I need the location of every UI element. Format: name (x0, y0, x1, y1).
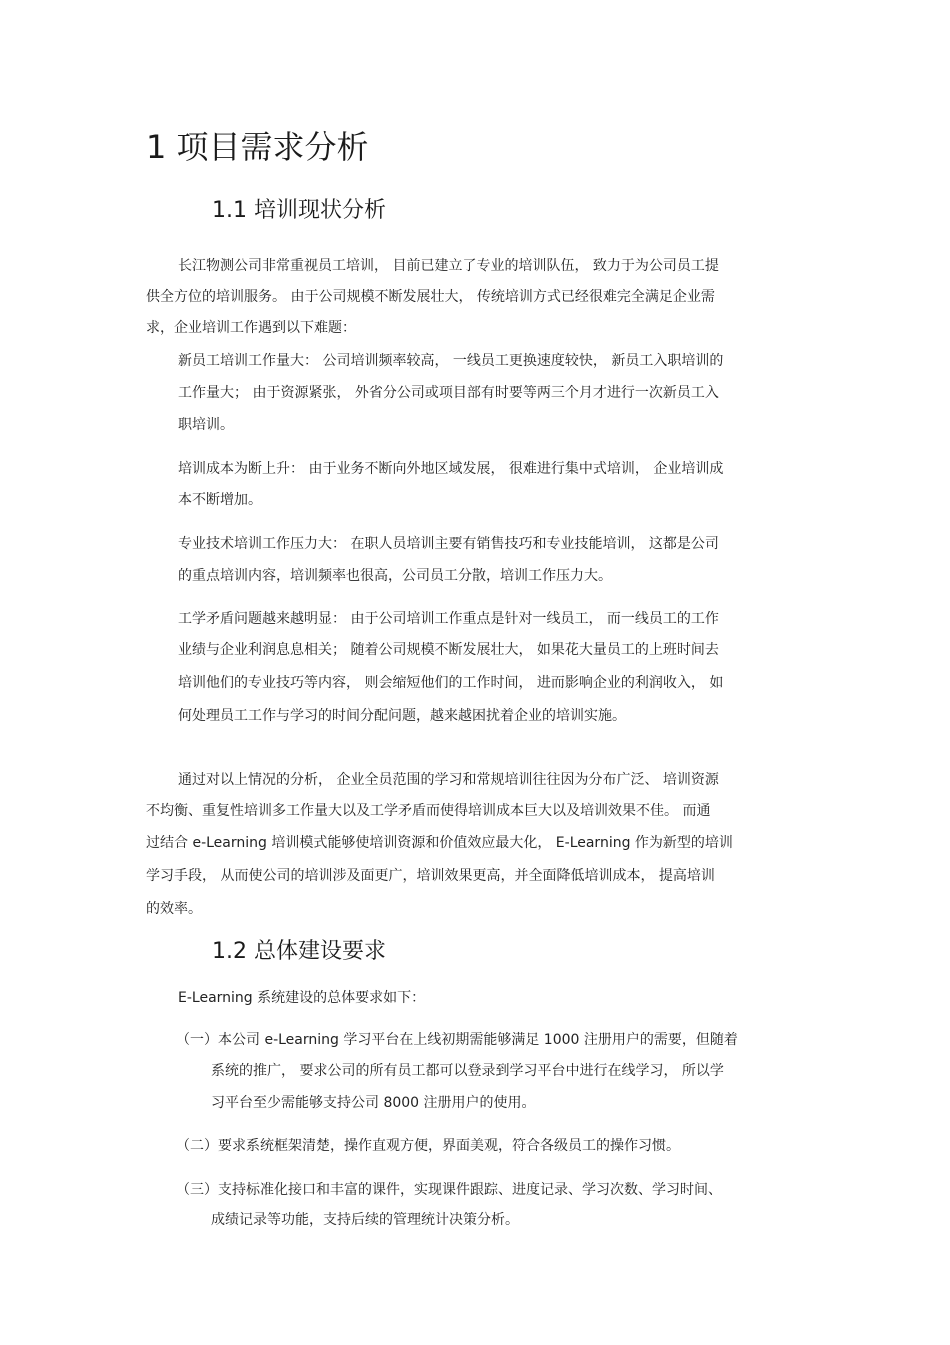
conclusion-line: 的效率。 (146, 901, 202, 917)
problem-3-line: 专业技术培训工作压力大： 在职人员培训主要有销售技巧和专业技能培训， 这都是公司 (178, 536, 719, 552)
problem-4-line: 业绩与企业利润息息相关； 随着公司规模不断发展壮大， 如果花大量员工的上班时间去 (178, 642, 719, 658)
intro-line: 长江物测公司非常重视员工培训， 目前已建立了专业的培训队伍， 致力于为公司员工提 (178, 258, 719, 274)
requirement-1-line: （一）本公司 e-Learning 学习平台在上线初期需能够满足 1000 注册用户的需要，但随着 (176, 1032, 738, 1048)
intro-line: 供全方位的培训服务。 由于公司规模不断发展壮大， 传统培训方式已经很难完全满足企业需 (146, 289, 715, 305)
problem-2-line: 本不断增加。 (178, 492, 262, 508)
problem-4-line: 工学矛盾问题越来越明显： 由于公司培训工作重点是针对一线员工， 而一线员工的工作 (178, 611, 719, 627)
requirement-2-line: （二）要求系统框架清楚，操作直观方便，界面美观，符合各级员工的操作习惯。 (176, 1138, 680, 1154)
requirement-3-line: 成绩记录等功能，支持后续的管理统计决策分析。 (211, 1212, 519, 1228)
problem-1-line: 新员工培训工作量大： 公司培训频率较高， 一线员工更换速度较快， 新员工入职培训的 (178, 353, 724, 369)
chapter-heading: 1 项目需求分析 (146, 128, 369, 166)
requirement-1-line: 习平台至少需能够支持公司 8000 注册用户的使用。 (211, 1095, 536, 1111)
problem-3-line: 的重点培训内容，培训频率也很高，公司员工分散，培训工作压力大。 (178, 568, 612, 584)
conclusion-line: 不均衡、重复性培训多工作量大以及工学矛盾而使得培训成本巨大以及培训效果不佳。 而通 (146, 803, 711, 819)
requirement-3-line: （三）支持标准化接口和丰富的课件，实现课件跟踪、进度记录、学习次数、学习时间、 (176, 1182, 722, 1198)
conclusion-line: 学习手段， 从而使公司的培训涉及面更广，培训效果更高，并全面降低培训成本， 提高培训 (146, 868, 715, 884)
problem-2-line: 培训成本为断上升： 由于业务不断向外地区域发展， 很难进行集中式培训， 企业培训成 (178, 461, 724, 477)
section-heading-1-1: 1.1 培训现状分析 (212, 198, 386, 223)
problem-4-line: 何处理员工工作与学习的时间分配问题，越来越困扰着企业的培训实施。 (178, 708, 626, 724)
problem-1-line: 职培训。 (178, 417, 234, 433)
problem-4-line: 培训他们的专业技巧等内容， 则会缩短他们的工作时间， 进而影响企业的利润收入， 如 (178, 675, 724, 691)
problem-1-line: 工作量大； 由于资源紧张， 外省分公司或项目部有时要等两三个月才进行一次新员工入 (178, 385, 719, 401)
conclusion-line: 通过对以上情况的分析， 企业全员范围的学习和常规培训往往因为分布广泛、 培训资源 (178, 772, 719, 788)
requirement-1-line: 系统的推广， 要求公司的所有员工都可以登录到学习平台中进行在线学习， 所以学 (211, 1063, 724, 1079)
intro-line: 求，企业培训工作遇到以下难题： (146, 320, 356, 336)
conclusion-line: 过结合 e-Learning 培训模式能够使培训资源和价值效应最大化， E-Learning 作为新型的培训 (146, 835, 733, 851)
requirements-intro: E-Learning 系统建设的总体要求如下： (178, 990, 426, 1006)
section-heading-1-2: 1.2 总体建设要求 (212, 939, 386, 964)
